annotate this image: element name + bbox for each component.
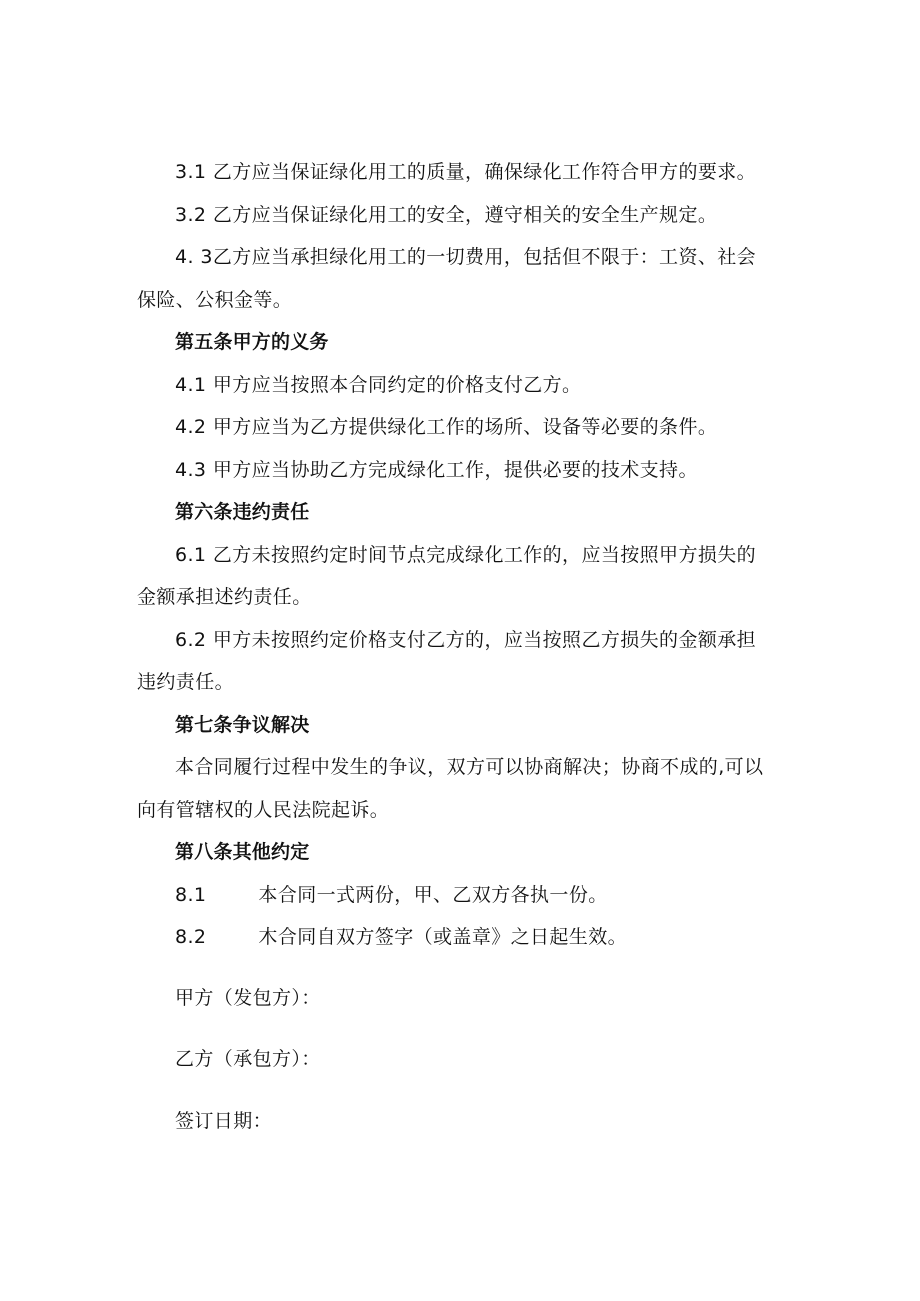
- heading-article-8: 第八条其他约定: [175, 841, 310, 863]
- clause-8-1: [175, 882, 608, 908]
- clause-4-2: 4.2 甲方应当为乙方提供绿化工作的场所、设备等必要的条件。: [175, 416, 718, 438]
- heading-article-5: 第五条甲方的义务: [175, 331, 329, 353]
- clause-8-2: [175, 924, 627, 950]
- clause-6-2-line1: 6.2 甲方未按照约定价格支付乙方的，应当按照乙方损失的金额承担: [175, 629, 757, 651]
- clause-6-1-line2: 金额承担述约责任。: [137, 586, 312, 608]
- clause-number: 8.2: [175, 926, 207, 948]
- signing-date-label: 签订日期：: [175, 1110, 273, 1132]
- heading-article-7: 第七条争议解决: [175, 714, 310, 736]
- clause-text: 本合同一式两份，甲、乙双方各执一份。: [258, 884, 608, 906]
- party-b-signature-label: 乙方（承包方）：: [175, 1048, 321, 1070]
- clause-3-1: 3.1 乙方应当保证绿化用工的质量，确保绿化工作符合甲方的要求。: [175, 161, 757, 183]
- clause-4-1: 4.1 甲方应当按照本合同约定的价格支付乙方。: [175, 374, 582, 396]
- clause-number: 8.1: [175, 884, 207, 906]
- clause-6-2-line2: 违约责任。: [137, 671, 235, 693]
- dispute-text-line2: 向有管辖权的人民法院起诉。: [137, 799, 390, 821]
- clause-4-3-line1: 4. 3乙方应当承担绿化用工的一切费用，包括但不限于：工资、社会: [175, 246, 757, 268]
- party-a-signature-label: 甲方（发包方）：: [175, 987, 321, 1009]
- clause-6-1-line1: 6.1 乙方未按照约定时间节点完成绿化工作的，应当按照甲方损失的: [175, 544, 757, 566]
- dispute-text-line1: 本合同履行过程中发生的争议，双方可以协商解决；协商不成的,可以: [175, 756, 764, 778]
- clause-4-3: 4.3 甲方应当协助乙方完成绿化工作，提供必要的技术支持。: [175, 459, 698, 481]
- clause-4-3-line2: 保险、公积金等。: [137, 289, 293, 311]
- clause-text: 木合同自双方签字（或盖章》之日起生效。: [258, 926, 628, 948]
- heading-article-6: 第六条违约责任: [175, 501, 310, 523]
- clause-3-2: 3.2 乙方应当保证绿化用工的安全，遵守相关的安全生产规定。: [175, 204, 718, 226]
